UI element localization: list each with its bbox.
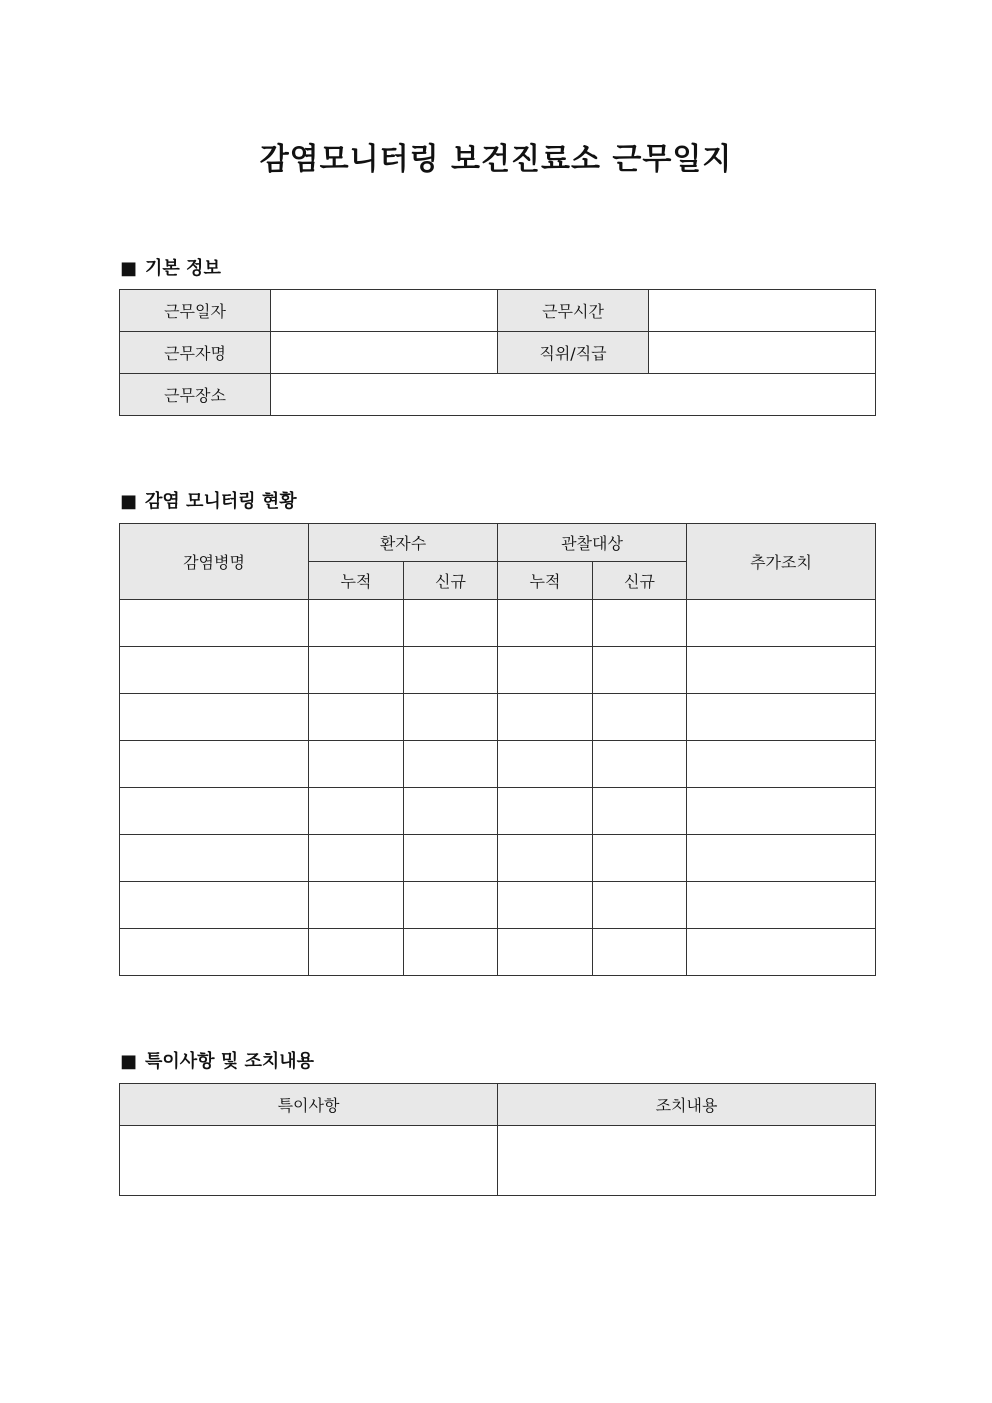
patients-cumulative-cell[interactable] bbox=[309, 647, 404, 694]
measures-field[interactable] bbox=[498, 1126, 876, 1196]
disease-cell[interactable] bbox=[120, 835, 309, 882]
patients-cumulative-cell[interactable] bbox=[309, 882, 404, 929]
observation-new-cell[interactable] bbox=[593, 741, 687, 788]
action-cell[interactable] bbox=[687, 788, 876, 835]
disease-cell[interactable] bbox=[120, 788, 309, 835]
worker-name-field[interactable] bbox=[271, 332, 498, 374]
patients-new-cell[interactable] bbox=[404, 741, 498, 788]
table-row bbox=[120, 835, 876, 882]
observation-cumulative-cell[interactable] bbox=[498, 835, 593, 882]
observation-new-cell[interactable] bbox=[593, 788, 687, 835]
patients-new-cell[interactable] bbox=[404, 647, 498, 694]
action-header: 추가조치 bbox=[687, 524, 876, 600]
section-title-basic-label: 기본 정보 bbox=[145, 258, 221, 279]
work-time-label: 근무시간 bbox=[498, 290, 649, 332]
table-row bbox=[120, 647, 876, 694]
work-place-label: 근무장소 bbox=[120, 374, 271, 416]
square-bullet-icon: ■ bbox=[120, 1051, 138, 1072]
worker-name-label: 근무자명 bbox=[120, 332, 271, 374]
basic-info-table bbox=[119, 289, 876, 416]
page-title: 감염모니터링 보건진료소 근무일지 bbox=[259, 142, 733, 177]
work-time-field[interactable] bbox=[649, 290, 876, 332]
position-label: 직위/직급 bbox=[498, 332, 649, 374]
measures-header: 조치내용 bbox=[498, 1084, 876, 1126]
disease-header: 감염병명 bbox=[120, 524, 309, 600]
observation-cumulative-cell[interactable] bbox=[498, 929, 593, 976]
patients-new-cell[interactable] bbox=[404, 694, 498, 741]
position-field[interactable] bbox=[649, 332, 876, 374]
disease-cell[interactable] bbox=[120, 647, 309, 694]
observation-new-cell[interactable] bbox=[593, 835, 687, 882]
patients-cumulative-cell[interactable] bbox=[309, 835, 404, 882]
observation-new-cell[interactable] bbox=[593, 647, 687, 694]
special-notes-field[interactable] bbox=[120, 1126, 498, 1196]
table-row bbox=[120, 788, 876, 835]
observation-cumulative-cell[interactable] bbox=[498, 600, 593, 647]
action-cell[interactable] bbox=[687, 694, 876, 741]
patients-cumulative-cell[interactable] bbox=[309, 929, 404, 976]
monitoring-table bbox=[119, 523, 876, 976]
patients-cumulative-cell[interactable] bbox=[309, 694, 404, 741]
action-cell[interactable] bbox=[687, 882, 876, 929]
observation-cumulative-cell[interactable] bbox=[498, 694, 593, 741]
patients-new-cell[interactable] bbox=[404, 929, 498, 976]
work-place-field[interactable] bbox=[271, 374, 876, 416]
section-title-monitoring bbox=[120, 487, 297, 513]
table-row bbox=[120, 694, 876, 741]
observation-new-cell[interactable] bbox=[593, 929, 687, 976]
action-cell[interactable] bbox=[687, 647, 876, 694]
observation-cumulative-cell[interactable] bbox=[498, 788, 593, 835]
observation-cumulative-cell[interactable] bbox=[498, 647, 593, 694]
square-bullet-icon: ■ bbox=[120, 258, 138, 279]
patients-header: 환자수 bbox=[309, 524, 498, 562]
section-title-notes-label: 특이사항 및 조치내용 bbox=[145, 1051, 315, 1072]
action-cell[interactable] bbox=[687, 929, 876, 976]
action-cell[interactable] bbox=[687, 600, 876, 647]
section-title-notes bbox=[120, 1047, 314, 1073]
disease-cell[interactable] bbox=[120, 882, 309, 929]
patients-cumulative-cell[interactable] bbox=[309, 600, 404, 647]
patients-new-header: 신규 bbox=[404, 562, 498, 600]
patients-new-cell[interactable] bbox=[404, 600, 498, 647]
notes-table bbox=[119, 1083, 876, 1196]
table-row bbox=[120, 882, 876, 929]
table-row bbox=[120, 741, 876, 788]
disease-cell[interactable] bbox=[120, 929, 309, 976]
table-row bbox=[120, 600, 876, 647]
patients-cumulative-cell[interactable] bbox=[309, 741, 404, 788]
observation-cumulative-header: 누적 bbox=[498, 562, 593, 600]
square-bullet-icon: ■ bbox=[120, 491, 138, 512]
patients-cumulative-cell[interactable] bbox=[309, 788, 404, 835]
action-cell[interactable] bbox=[687, 741, 876, 788]
patients-new-cell[interactable] bbox=[404, 882, 498, 929]
table-row bbox=[120, 929, 876, 976]
observation-new-cell[interactable] bbox=[593, 600, 687, 647]
patients-new-cell[interactable] bbox=[404, 835, 498, 882]
disease-cell[interactable] bbox=[120, 600, 309, 647]
section-title-monitoring-label: 감염 모니터링 현황 bbox=[145, 491, 297, 512]
patients-new-cell[interactable] bbox=[404, 788, 498, 835]
patients-cumulative-header: 누적 bbox=[309, 562, 404, 600]
observation-new-header: 신규 bbox=[593, 562, 687, 600]
observation-cumulative-cell[interactable] bbox=[498, 741, 593, 788]
observation-new-cell[interactable] bbox=[593, 694, 687, 741]
disease-cell[interactable] bbox=[120, 694, 309, 741]
disease-cell[interactable] bbox=[120, 741, 309, 788]
section-title-basic bbox=[120, 254, 221, 280]
work-date-field[interactable] bbox=[271, 290, 498, 332]
monitoring-table-body bbox=[120, 600, 876, 976]
observation-cumulative-cell[interactable] bbox=[498, 882, 593, 929]
work-date-label: 근무일자 bbox=[120, 290, 271, 332]
observation-header: 관찰대상 bbox=[498, 524, 687, 562]
observation-new-cell[interactable] bbox=[593, 882, 687, 929]
special-notes-header: 특이사항 bbox=[120, 1084, 498, 1126]
action-cell[interactable] bbox=[687, 835, 876, 882]
